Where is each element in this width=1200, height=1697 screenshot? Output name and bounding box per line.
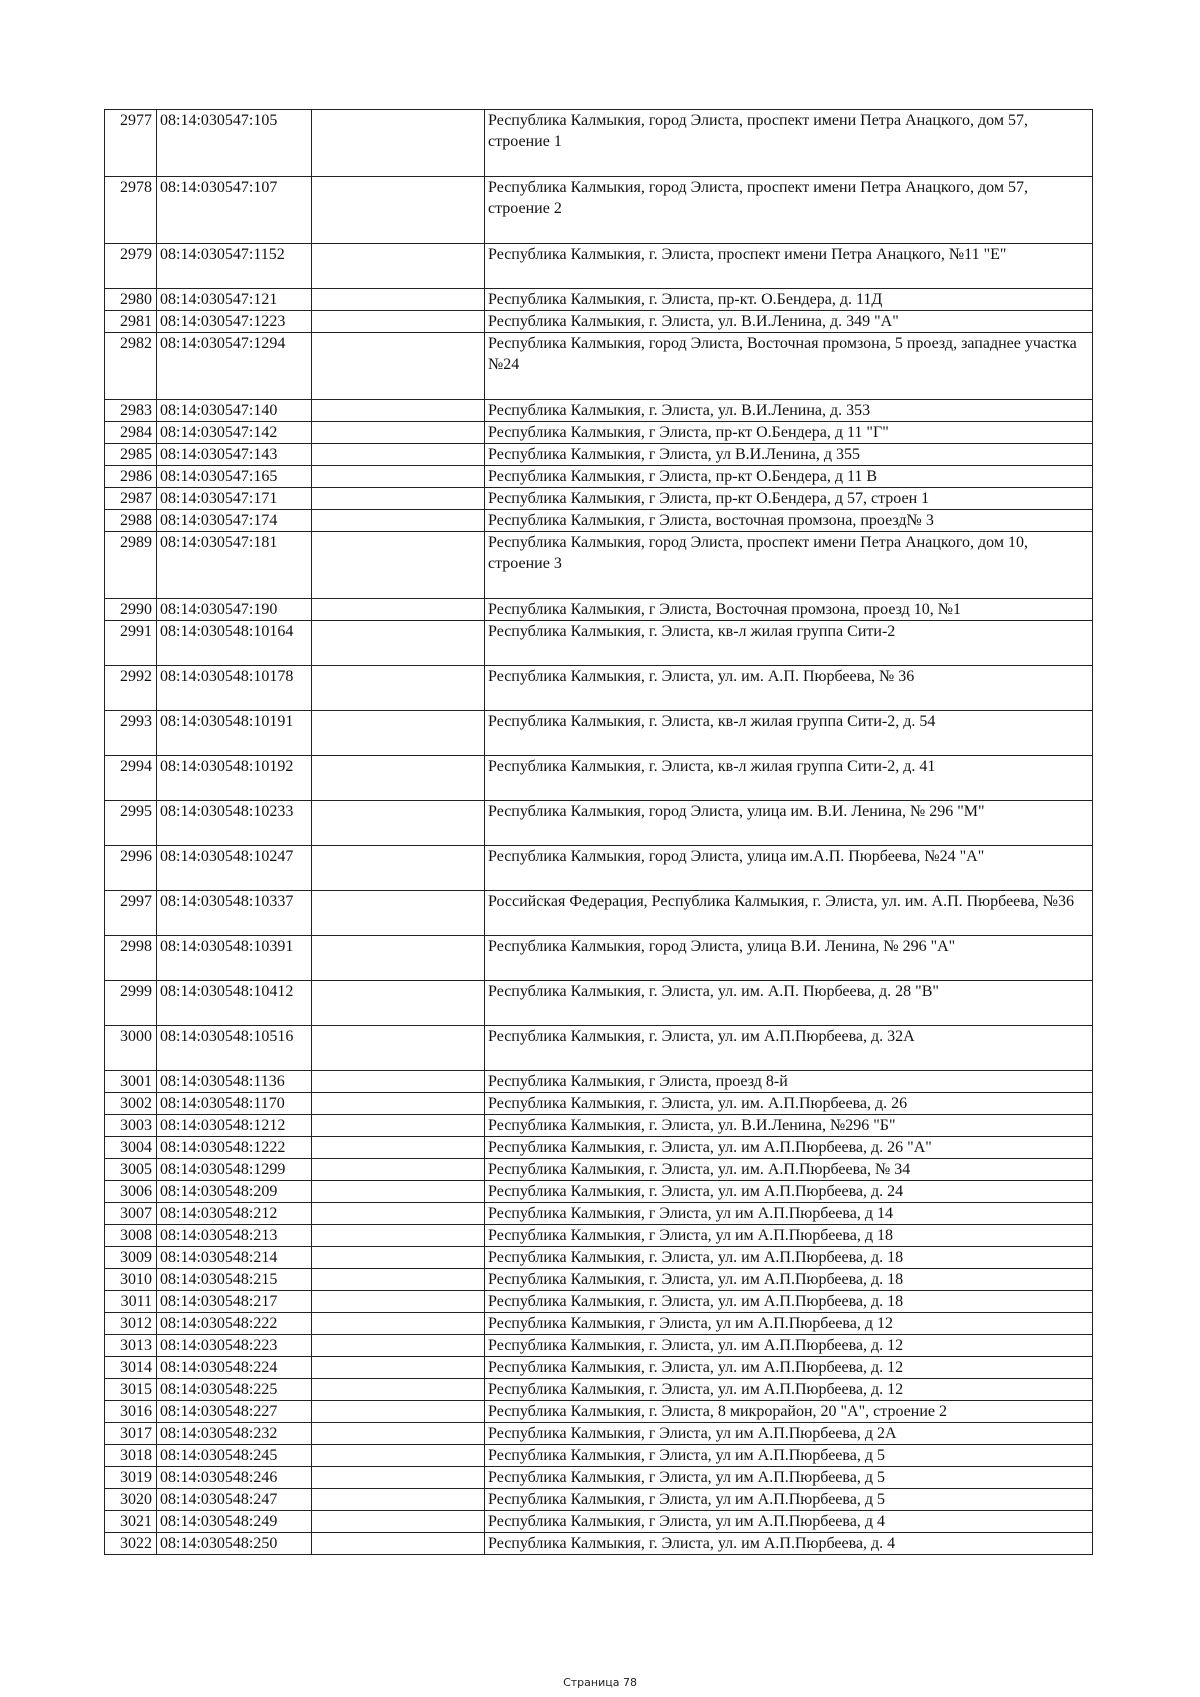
row-number-cell: 3003 xyxy=(105,1115,157,1137)
cadastral-number-cell: 08:14:030548:213 xyxy=(157,1225,312,1247)
row-number-cell: 3004 xyxy=(105,1137,157,1159)
address-cell: Республика Калмыкия, г. Элиста, ул. им А.П.Пюрбеева, д. 26 "А" xyxy=(485,1137,1093,1159)
cadastral-number-cell: 08:14:030547:140 xyxy=(157,400,312,422)
cadastral-number-cell: 08:14:030547:105 xyxy=(157,110,312,177)
table-row xyxy=(105,1159,1093,1181)
cadastral-number-cell: 08:14:030547:143 xyxy=(157,444,312,466)
row-number-cell: 2998 xyxy=(105,936,157,981)
empty-cell xyxy=(312,621,485,666)
empty-cell xyxy=(312,756,485,801)
address-cell: Республика Калмыкия, г. Элиста, кв-л жилая группа Сити-2, д. 54 xyxy=(485,711,1093,756)
table-row xyxy=(105,666,1093,711)
row-number-cell: 3009 xyxy=(105,1247,157,1269)
cadastral-number-cell: 08:14:030547:1152 xyxy=(157,244,312,289)
address-cell: Республика Калмыкия, г Элиста, пр-кт О.Бендера, д 11 "Г" xyxy=(485,422,1093,444)
row-number-cell: 3011 xyxy=(105,1291,157,1313)
row-number-cell: 3020 xyxy=(105,1489,157,1511)
table-row xyxy=(105,1181,1093,1203)
cadastral-number-cell: 08:14:030548:10164 xyxy=(157,621,312,666)
table-row xyxy=(105,936,1093,981)
address-cell: Республика Калмыкия, г Элиста, ул им А.П.Пюрбеева, д 12 xyxy=(485,1313,1093,1335)
address-cell: Республика Калмыкия, г Элиста, ул им А.П.Пюрбеева, д 2А xyxy=(485,1423,1093,1445)
address-cell: Республика Калмыкия, г. Элиста, ул. В.И.Ленина, д. 349 "А" xyxy=(485,311,1093,333)
empty-cell xyxy=(312,1071,485,1093)
address-cell: Республика Калмыкия, г. Элиста, ул. им А.П.Пюрбеева, д. 24 xyxy=(485,1181,1093,1203)
empty-cell xyxy=(312,1467,485,1489)
cadastral-number-cell: 08:14:030548:232 xyxy=(157,1423,312,1445)
row-number-cell: 2980 xyxy=(105,289,157,311)
cadastral-number-cell: 08:14:030548:10391 xyxy=(157,936,312,981)
address-cell: Республика Калмыкия, г. Элиста, ул. им А.П.Пюрбеева, д. 12 xyxy=(485,1379,1093,1401)
empty-cell xyxy=(312,510,485,532)
row-number-cell: 3017 xyxy=(105,1423,157,1445)
address-cell: Республика Калмыкия, г. Элиста, ул. В.И.Ленина, д. 353 xyxy=(485,400,1093,422)
cadastral-number-cell: 08:14:030547:1294 xyxy=(157,333,312,400)
row-number-cell: 2994 xyxy=(105,756,157,801)
address-cell: Республика Калмыкия, город Элиста, улица В.И. Ленина, № 296 "А" xyxy=(485,936,1093,981)
address-cell: Республика Калмыкия, г. Элиста, ул. им. А.П. Пюрбеева, д. 28 "В" xyxy=(485,981,1093,1026)
table-row xyxy=(105,846,1093,891)
empty-cell xyxy=(312,891,485,936)
row-number-cell: 3019 xyxy=(105,1467,157,1489)
table-row xyxy=(105,289,1093,311)
row-number-cell: 3007 xyxy=(105,1203,157,1225)
row-number-cell: 2996 xyxy=(105,846,157,891)
empty-cell xyxy=(312,1423,485,1445)
cadastral-number-cell: 08:14:030547:190 xyxy=(157,599,312,621)
empty-cell xyxy=(312,1159,485,1181)
row-number-cell: 3018 xyxy=(105,1445,157,1467)
address-cell: Республика Калмыкия, г Элиста, ул им А.П.Пюрбеева, д 5 xyxy=(485,1489,1093,1511)
address-cell: Республика Калмыкия, г Элиста, ул им А.П.Пюрбеева, д 5 xyxy=(485,1467,1093,1489)
empty-cell xyxy=(312,666,485,711)
row-number-cell: 2987 xyxy=(105,488,157,510)
address-cell: Республика Калмыкия, г Элиста, проезд 8-й xyxy=(485,1071,1093,1093)
cadastral-number-cell: 08:14:030548:1170 xyxy=(157,1093,312,1115)
cadastral-number-cell: 08:14:030548:10191 xyxy=(157,711,312,756)
cadastral-number-cell: 08:14:030548:227 xyxy=(157,1401,312,1423)
row-number-cell: 2979 xyxy=(105,244,157,289)
cadastral-number-cell: 08:14:030548:247 xyxy=(157,1489,312,1511)
empty-cell xyxy=(312,177,485,244)
cadastral-number-cell: 08:14:030548:215 xyxy=(157,1269,312,1291)
cadastral-number-cell: 08:14:030548:224 xyxy=(157,1357,312,1379)
address-cell: Республика Калмыкия, г. Элиста, ул. им А.П.Пюрбеева, д. 32А xyxy=(485,1026,1093,1071)
row-number-cell: 3006 xyxy=(105,1181,157,1203)
empty-cell xyxy=(312,711,485,756)
cadastral-number-cell: 08:14:030548:10247 xyxy=(157,846,312,891)
empty-cell xyxy=(312,1247,485,1269)
empty-cell xyxy=(312,466,485,488)
address-cell: Республика Калмыкия, г. Элиста, кв-л жилая группа Сити-2, д. 41 xyxy=(485,756,1093,801)
empty-cell xyxy=(312,1489,485,1511)
table-row xyxy=(105,1247,1093,1269)
table-row xyxy=(105,711,1093,756)
row-number-cell: 2978 xyxy=(105,177,157,244)
empty-cell xyxy=(312,981,485,1026)
address-cell: Республика Калмыкия, город Элиста, проспект имени Петра Анацкого, дом 10, строение 3 xyxy=(485,532,1093,599)
address-cell: Республика Калмыкия, г. Элиста, ул. им. А.П.Пюрбеева, д. 26 xyxy=(485,1093,1093,1115)
address-cell: Республика Калмыкия, г Элиста, пр-кт О.Бендера, д 11 В xyxy=(485,466,1093,488)
empty-cell xyxy=(312,110,485,177)
cadastral-number-cell: 08:14:030547:171 xyxy=(157,488,312,510)
table-row xyxy=(105,333,1093,400)
empty-cell xyxy=(312,400,485,422)
row-number-cell: 3015 xyxy=(105,1379,157,1401)
empty-cell xyxy=(312,488,485,510)
table-row xyxy=(105,1203,1093,1225)
row-number-cell: 2984 xyxy=(105,422,157,444)
cadastral-number-cell: 08:14:030548:1222 xyxy=(157,1137,312,1159)
table-row xyxy=(105,1026,1093,1071)
address-cell: Республика Калмыкия, г. Элиста, ул. им А.П.Пюрбеева, д. 18 xyxy=(485,1291,1093,1313)
empty-cell xyxy=(312,1533,485,1555)
address-cell: Республика Калмыкия, город Элиста, проспект имени Петра Анацкого, дом 57, строение 1 xyxy=(485,110,1093,177)
address-cell: Республика Калмыкия, город Элиста, проспект имени Петра Анацкого, дом 57, строение 2 xyxy=(485,177,1093,244)
cadastral-number-cell: 08:14:030548:214 xyxy=(157,1247,312,1269)
table-row xyxy=(105,1313,1093,1335)
table-row xyxy=(105,891,1093,936)
row-number-cell: 2991 xyxy=(105,621,157,666)
row-number-cell: 3012 xyxy=(105,1313,157,1335)
row-number-cell: 3021 xyxy=(105,1511,157,1533)
address-cell: Республика Калмыкия, г. Элиста, ул. им А.П.Пюрбеева, д. 12 xyxy=(485,1357,1093,1379)
table-row xyxy=(105,400,1093,422)
cadastral-number-cell: 08:14:030548:225 xyxy=(157,1379,312,1401)
cadastral-number-cell: 08:14:030547:121 xyxy=(157,289,312,311)
table-row xyxy=(105,1533,1093,1555)
row-number-cell: 3000 xyxy=(105,1026,157,1071)
cadastral-number-cell: 08:14:030548:223 xyxy=(157,1335,312,1357)
address-cell: Республика Калмыкия, г. Элиста, ул. В.И.Ленина, №296 "Б" xyxy=(485,1115,1093,1137)
address-cell: Республика Калмыкия, г. Элиста, проспект имени Петра Анацкого, №11 "Е" xyxy=(485,244,1093,289)
row-number-cell: 2997 xyxy=(105,891,157,936)
table-row xyxy=(105,1401,1093,1423)
row-number-cell: 2977 xyxy=(105,110,157,177)
address-cell: Республика Калмыкия, город Элиста, улица им. В.И. Ленина, № 296 "М" xyxy=(485,801,1093,846)
cadastral-number-cell: 08:14:030547:181 xyxy=(157,532,312,599)
address-cell: Республика Калмыкия, г. Элиста, ул. им. А.П. Пюрбеева, № 36 xyxy=(485,666,1093,711)
address-cell: Российская Федерация, Республика Калмыкия, г. Элиста, ул. им. А.П. Пюрбеева, №36 xyxy=(485,891,1093,936)
cadastral-number-cell: 08:14:030548:212 xyxy=(157,1203,312,1225)
table-row xyxy=(105,621,1093,666)
empty-cell xyxy=(312,599,485,621)
empty-cell xyxy=(312,444,485,466)
cadastral-number-cell: 08:14:030548:209 xyxy=(157,1181,312,1203)
table-row xyxy=(105,1115,1093,1137)
cadastral-number-cell: 08:14:030548:10412 xyxy=(157,981,312,1026)
row-number-cell: 2999 xyxy=(105,981,157,1026)
address-cell: Республика Калмыкия, г Элиста, пр-кт О.Бендера, д 57, строен 1 xyxy=(485,488,1093,510)
row-number-cell: 2983 xyxy=(105,400,157,422)
empty-cell xyxy=(312,1093,485,1115)
table-row xyxy=(105,444,1093,466)
address-cell: Республика Калмыкия, г Элиста, ул им А.П.Пюрбеева, д 18 xyxy=(485,1225,1093,1247)
row-number-cell: 2995 xyxy=(105,801,157,846)
cadastral-number-cell: 08:14:030548:245 xyxy=(157,1445,312,1467)
address-cell: Республика Калмыкия, г. Элиста, ул. им А.П.Пюрбеева, д. 18 xyxy=(485,1269,1093,1291)
empty-cell xyxy=(312,1269,485,1291)
table-row xyxy=(105,1137,1093,1159)
address-cell: Республика Калмыкия, г. Элиста, ул. им А.П.Пюрбеева, д. 18 xyxy=(485,1247,1093,1269)
address-cell: Республика Калмыкия, г. Элиста, кв-л жилая группа Сити-2 xyxy=(485,621,1093,666)
cadastral-number-cell: 08:14:030547:174 xyxy=(157,510,312,532)
table-row xyxy=(105,1269,1093,1291)
row-number-cell: 2990 xyxy=(105,599,157,621)
address-cell: Республика Калмыкия, г. Элиста, 8 микрорайон, 20 "А", строение 2 xyxy=(485,1401,1093,1423)
table-row xyxy=(105,1335,1093,1357)
table-row xyxy=(105,981,1093,1026)
empty-cell xyxy=(312,801,485,846)
table-row xyxy=(105,1423,1093,1445)
cadastral-number-cell: 08:14:030547:142 xyxy=(157,422,312,444)
cadastral-number-cell: 08:14:030548:1136 xyxy=(157,1071,312,1093)
empty-cell xyxy=(312,1115,485,1137)
page-number: Страница 78 xyxy=(563,1676,637,1689)
address-cell: Республика Калмыкия, г Элиста, ул им А.П.Пюрбеева, д 5 xyxy=(485,1445,1093,1467)
empty-cell xyxy=(312,1379,485,1401)
table-row xyxy=(105,1071,1093,1093)
address-cell: Республика Калмыкия, г Элиста, восточная промзона, проезд№ 3 xyxy=(485,510,1093,532)
table-row xyxy=(105,1445,1093,1467)
empty-cell xyxy=(312,1026,485,1071)
row-number-cell: 3005 xyxy=(105,1159,157,1181)
empty-cell xyxy=(312,244,485,289)
table-row xyxy=(105,1225,1093,1247)
cadastral-number-cell: 08:14:030548:1299 xyxy=(157,1159,312,1181)
cadastral-number-cell: 08:14:030548:10516 xyxy=(157,1026,312,1071)
table-row xyxy=(105,1357,1093,1379)
empty-cell xyxy=(312,1291,485,1313)
empty-cell xyxy=(312,1313,485,1335)
table-row xyxy=(105,1093,1093,1115)
table-row xyxy=(105,311,1093,333)
row-number-cell: 2985 xyxy=(105,444,157,466)
address-cell: Республика Калмыкия, город Элиста, улица им.А.П. Пюрбеева, №24 "А" xyxy=(485,846,1093,891)
empty-cell xyxy=(312,1181,485,1203)
row-number-cell: 2992 xyxy=(105,666,157,711)
table-row xyxy=(105,1379,1093,1401)
row-number-cell: 3014 xyxy=(105,1357,157,1379)
empty-cell xyxy=(312,532,485,599)
table-row xyxy=(105,1291,1093,1313)
row-number-cell: 3016 xyxy=(105,1401,157,1423)
cadastral-number-cell: 08:14:030547:1223 xyxy=(157,311,312,333)
table-row xyxy=(105,244,1093,289)
empty-cell xyxy=(312,1357,485,1379)
table-row xyxy=(105,756,1093,801)
address-cell: Республика Калмыкия, г Элиста, ул им А.П.Пюрбеева, д 4 xyxy=(485,1511,1093,1533)
table-row xyxy=(105,801,1093,846)
empty-cell xyxy=(312,1225,485,1247)
empty-cell xyxy=(312,289,485,311)
cadastral-number-cell: 08:14:030548:246 xyxy=(157,1467,312,1489)
empty-cell xyxy=(312,311,485,333)
table-body xyxy=(105,110,1093,1555)
table-row xyxy=(105,488,1093,510)
land-registry-table xyxy=(104,109,1093,1555)
address-cell: Республика Калмыкия, г Элиста, ул им А.П.Пюрбеева, д 14 xyxy=(485,1203,1093,1225)
table-row xyxy=(105,110,1093,177)
row-number-cell: 2989 xyxy=(105,532,157,599)
empty-cell xyxy=(312,1137,485,1159)
address-cell: Республика Калмыкия, г Элиста, Восточная промзона, проезд 10, №1 xyxy=(485,599,1093,621)
row-number-cell: 2981 xyxy=(105,311,157,333)
empty-cell xyxy=(312,1203,485,1225)
row-number-cell: 2986 xyxy=(105,466,157,488)
cadastral-number-cell: 08:14:030548:10233 xyxy=(157,801,312,846)
address-cell: Республика Калмыкия, г. Элиста, пр-кт. О.Бендера, д. 11Д xyxy=(485,289,1093,311)
row-number-cell: 3008 xyxy=(105,1225,157,1247)
table-row xyxy=(105,1511,1093,1533)
row-number-cell: 2988 xyxy=(105,510,157,532)
table-row xyxy=(105,1467,1093,1489)
empty-cell xyxy=(312,936,485,981)
table-row xyxy=(105,532,1093,599)
empty-cell xyxy=(312,1401,485,1423)
empty-cell xyxy=(312,422,485,444)
empty-cell xyxy=(312,1445,485,1467)
table-row xyxy=(105,422,1093,444)
row-number-cell: 3010 xyxy=(105,1269,157,1291)
row-number-cell: 2982 xyxy=(105,333,157,400)
cadastral-number-cell: 08:14:030548:217 xyxy=(157,1291,312,1313)
row-number-cell: 3002 xyxy=(105,1093,157,1115)
row-number-cell: 3001 xyxy=(105,1071,157,1093)
row-number-cell: 2993 xyxy=(105,711,157,756)
empty-cell xyxy=(312,846,485,891)
row-number-cell: 3013 xyxy=(105,1335,157,1357)
cadastral-number-cell: 08:14:030547:165 xyxy=(157,466,312,488)
cadastral-number-cell: 08:14:030548:1212 xyxy=(157,1115,312,1137)
cadastral-number-cell: 08:14:030548:222 xyxy=(157,1313,312,1335)
cadastral-number-cell: 08:14:030548:10337 xyxy=(157,891,312,936)
row-number-cell: 3022 xyxy=(105,1533,157,1555)
empty-cell xyxy=(312,1511,485,1533)
address-cell: Республика Калмыкия, г. Элиста, ул. им. А.П.Пюрбеева, № 34 xyxy=(485,1159,1093,1181)
table-row xyxy=(105,466,1093,488)
address-cell: Республика Калмыкия, г Элиста, ул В.И.Ленина, д 355 xyxy=(485,444,1093,466)
address-cell: Республика Калмыкия, город Элиста, Восточная промзона, 5 проезд, западнее участка №24 xyxy=(485,333,1093,400)
table-row xyxy=(105,1489,1093,1511)
cadastral-number-cell: 08:14:030547:107 xyxy=(157,177,312,244)
cadastral-number-cell: 08:14:030548:10178 xyxy=(157,666,312,711)
table-row xyxy=(105,510,1093,532)
cadastral-number-cell: 08:14:030548:250 xyxy=(157,1533,312,1555)
cadastral-number-cell: 08:14:030548:10192 xyxy=(157,756,312,801)
empty-cell xyxy=(312,1335,485,1357)
cadastral-number-cell: 08:14:030548:249 xyxy=(157,1511,312,1533)
address-cell: Республика Калмыкия, г. Элиста, ул. им А.П.Пюрбеева, д. 4 xyxy=(485,1533,1093,1555)
address-cell: Республика Калмыкия, г. Элиста, ул. им А.П.Пюрбеева, д. 12 xyxy=(485,1335,1093,1357)
table-row xyxy=(105,599,1093,621)
empty-cell xyxy=(312,333,485,400)
table-row xyxy=(105,177,1093,244)
